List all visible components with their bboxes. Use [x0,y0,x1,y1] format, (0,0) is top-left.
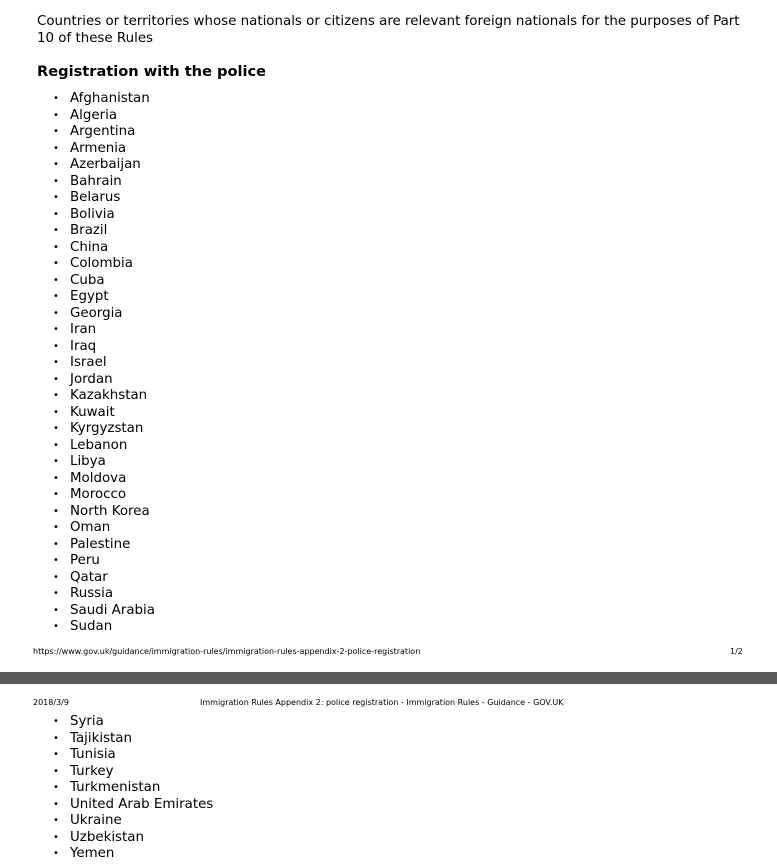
bullet-icon: • [53,373,59,385]
country-name: Kazakhstan [70,388,148,403]
bullet-icon: • [53,716,59,727]
country-name: Egypt [70,289,109,304]
country-list-page-2 [53,714,213,863]
list-item [53,174,155,191]
bullet-icon: • [53,439,59,451]
list-item [53,830,213,847]
bullet-icon: • [53,142,59,154]
list-item [53,306,155,323]
bullet-icon: • [53,571,59,583]
bullet-icon: • [53,241,59,253]
country-name: Morocco [70,487,127,502]
footer-page-number: 1/2 [730,647,743,656]
list-item [53,322,155,339]
list-item [53,487,155,504]
list-item [53,91,155,108]
list-item [53,471,155,488]
bullet-icon: • [53,732,59,744]
list-item [53,619,155,636]
country-name: Bolivia [70,206,115,222]
country-name: Moldova [70,470,127,486]
footer-url: https://www.gov.uk/guidance/immigration-rules/immigration-rules-appendix-2-police-registration [33,647,421,656]
country-name: Syria [70,714,104,729]
country-name: Tunisia [70,747,116,762]
bullet-icon: • [53,798,59,810]
list-item [53,570,155,587]
intro-paragraph: Countries or territories whose nationals or citizens are relevant foreign nationals for the purposes of Part 10 of these Rules [37,14,740,46]
bullet-icon: • [53,291,59,302]
list-item [53,537,155,554]
country-name: Brazil [70,223,108,238]
list-item [53,388,155,405]
list-item [53,553,155,570]
country-name: Palestine [70,536,131,552]
list-item [53,747,213,764]
section-heading: Registration with the police [37,63,267,80]
bullet-icon: • [53,848,59,859]
list-item [53,223,155,240]
country-name: Uzbekistan [70,829,144,845]
bullet-icon: • [53,505,59,517]
bullet-icon: • [53,357,59,368]
bullet-icon: • [53,522,59,533]
list-item [53,504,155,521]
list-item [53,797,213,814]
country-name: Qatar [70,569,108,585]
bullet-icon: • [53,782,59,793]
bullet-icon: • [53,765,59,777]
bullet-icon: • [53,749,59,760]
country-name: Georgia [70,305,123,321]
country-name: Yemen [70,846,115,861]
list-item [53,520,155,537]
bullet-icon: • [53,93,59,104]
bullet-icon: • [53,126,59,137]
country-name: Tajikistan [70,730,133,746]
bullet-icon: • [53,588,59,599]
bullet-icon: • [53,489,59,500]
country-name: Jordan [70,371,113,387]
list-item [53,289,155,306]
bullet-icon: • [53,258,59,269]
list-item [53,256,155,273]
country-name: Israel [70,355,107,370]
list-item [53,240,155,257]
country-name: Azerbaijan [70,157,141,172]
country-name: Iraq [70,338,97,354]
bullet-icon: • [53,175,59,187]
list-item [53,124,155,141]
bullet-icon: • [53,340,59,352]
bullet-icon: • [53,159,59,170]
country-name: Lebanon [70,437,128,453]
country-name: Russia [70,586,114,601]
page-separator [0,672,777,684]
bullet-icon: • [53,192,59,203]
list-item [53,108,155,125]
country-name: Belarus [70,190,121,205]
bullet-icon: • [53,208,59,220]
list-item [53,421,155,438]
list-item [53,355,155,372]
bullet-icon: • [53,604,59,616]
country-name: Ukraine [70,813,122,828]
country-name: Afghanistan [70,91,150,106]
list-item [53,603,155,620]
document-page-2 [0,684,777,864]
country-name: Algeria [70,107,118,123]
list-item [53,141,155,158]
country-name: Cuba [70,272,105,288]
bullet-icon: • [53,456,59,467]
country-name: Kyrgyzstan [70,421,144,436]
list-item [53,714,213,731]
country-name: Argentina [70,124,136,139]
country-name: North Korea [70,503,150,519]
bullet-icon: • [53,324,59,335]
list-item [53,586,155,603]
bullet-icon: • [53,472,59,484]
bullet-icon: • [53,406,59,418]
list-item [53,731,213,748]
bullet-icon: • [53,815,59,826]
bullet-icon: • [53,831,59,843]
list-item [53,764,213,781]
list-item [53,190,155,207]
country-list-page-1 [53,91,155,636]
bullet-icon: • [53,555,59,566]
country-name: Libya [70,454,106,469]
list-item [53,454,155,471]
bullet-icon: • [53,274,59,286]
list-item [53,813,213,830]
country-name: Colombia [70,256,133,271]
list-item [53,438,155,455]
country-name: Saudi Arabia [70,602,155,618]
bullet-icon: • [53,423,59,434]
country-name: Armenia [70,140,127,156]
bullet-icon: • [53,307,59,319]
list-item [53,405,155,422]
bullet-icon: • [53,390,59,401]
bullet-icon: • [53,538,59,550]
list-item [53,372,155,389]
list-item [53,207,155,224]
list-item [53,339,155,356]
country-name: Sudan [70,619,113,634]
list-item [53,780,213,797]
country-name: China [70,239,109,255]
country-name: Turkey [70,763,114,779]
country-name: Oman [70,520,111,535]
country-name: Iran [70,322,97,337]
list-item [53,157,155,174]
header-date: 2018/3/9 [33,698,69,707]
country-name: Peru [70,553,100,568]
list-item [53,846,213,863]
country-name: United Arab Emirates [70,796,214,812]
bullet-icon: • [53,109,59,121]
bullet-icon: • [53,621,59,632]
header-title: Immigration Rules Appendix 2: police registration - Immigration Rules - Guidance - GOV.UK [200,698,564,707]
list-item [53,273,155,290]
country-name: Bahrain [70,173,122,189]
country-name: Turkmenistan [70,780,161,795]
country-name: Kuwait [70,404,115,420]
bullet-icon: • [53,225,59,236]
